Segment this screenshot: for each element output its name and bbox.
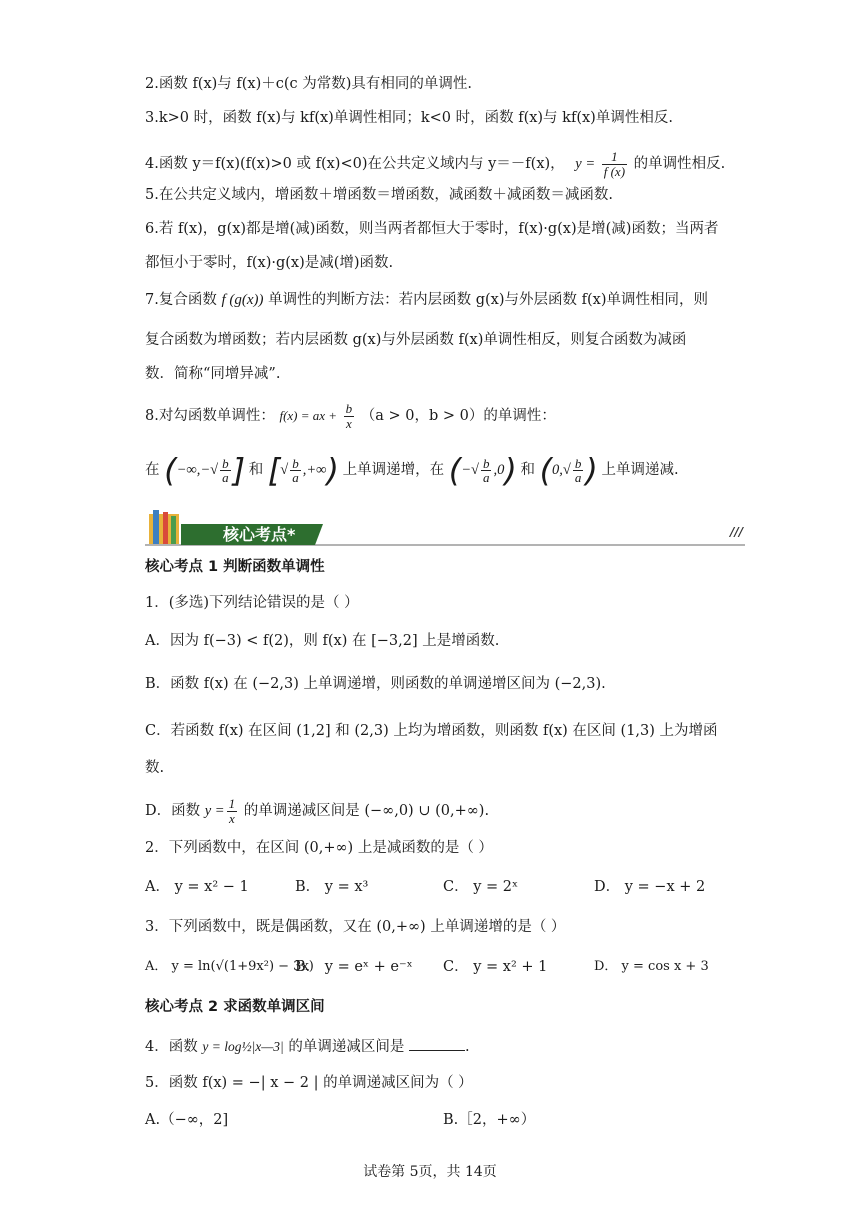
q1-option-d <box>145 793 489 829</box>
property-8-label: 8.对勾函数单调性： <box>145 408 275 424</box>
q1-option-a: A．因为 f(−3) < f(2)，则 f(x) 在 [−3,2] 上是增函数. <box>145 633 500 649</box>
property-7b: 复合函数为增函数；若内层函数 g(x)与外层函数 f(x)单调性相反，则复合函数为减函 <box>145 332 687 348</box>
property-7-text: 单调性的判断方法：若内层函数 g(x)与外层函数 f(x)单调性相同，则 <box>268 292 708 308</box>
tick-function-formula: f(x) = ax + <box>279 408 338 423</box>
interval-dec-1: (−√ $\frac{b}{a}$ ,0) <box>448 451 517 490</box>
property-4-tail: 的单调性相反. <box>633 156 726 172</box>
property-6a: 6.若 f(x)，g(x)都是增(减)函数，则当两者都恒大于零时，f(x)·g(x)是增(减)函数；当两者 <box>145 221 719 237</box>
interval-inc-1: (−∞,−√ $\frac{b}{a}$ ] <box>164 451 246 490</box>
property-7-label: 7.复合函数 <box>145 292 217 308</box>
q1-d-formula: y = <box>204 803 225 819</box>
q5-option-b: B.［2，+∞） <box>443 1112 536 1128</box>
interval-and-1: 和 <box>248 462 264 478</box>
q3-option-a: A． y = ln(√(1+9x²) − 3x) <box>145 959 314 974</box>
q4-prefix: 4．函数 <box>145 1039 198 1055</box>
q2-option-c: C． y = 2ˣ <box>443 879 519 895</box>
interval-and-2: 和 <box>520 462 535 478</box>
property-5: 5.在公共定义域内，增函数＋增函数＝增函数，减函数＋减函数＝减函数. <box>145 187 613 203</box>
q3-stem: 3．下列函数中，既是偶函数，又在 (0,+∞) 上单调递增的是（ ） <box>145 919 566 935</box>
q2-option-a: A． y = x² − 1 <box>145 879 249 895</box>
q1-d-suffix: 的单调递减区间是 (−∞,0) ∪ (0,+∞). <box>243 803 490 819</box>
q2-option-d: D． y = −x + 2 <box>594 879 706 895</box>
q5-stem: 5．函数 f(x) = −| x − 2 | 的单调递减区间为（ ） <box>145 1075 473 1091</box>
page-footer: 试卷第 5页，共 14页 <box>363 1164 497 1180</box>
q2-option-b: B． y = x³ <box>295 879 369 895</box>
property-2: 2.函数 f(x)与 f(x)＋c(c 为常数)具有相同的单调性. <box>145 76 473 92</box>
q1-d-fraction: $\frac{1}{x}$ <box>228 795 236 826</box>
interval-suffix: 上单调递减. <box>601 462 679 478</box>
q2-stem: 2．下列函数中，在区间 (0,+∞) 上是减函数的是（ ） <box>145 840 493 856</box>
property-7a <box>145 290 708 310</box>
q1-d-prefix: D．函数 <box>145 803 201 819</box>
q3-option-b: B． y = eˣ + e⁻ˣ <box>295 959 413 975</box>
interval-mid: 上单调递增，在 <box>342 462 445 478</box>
q4-end: . <box>464 1039 470 1055</box>
banner-title: 核心考点* <box>223 525 296 544</box>
property-3: 3.k>0 时，函数 f(x)与 kf(x)单调性相同；k<0 时，函数 f(x)与 kf(x)单调性相反. <box>145 110 673 126</box>
property-4 <box>145 144 725 184</box>
interval-prefix: 在 <box>145 462 160 478</box>
answer-blank[interactable] <box>409 1036 465 1051</box>
q1-option-c-line1: C．若函数 f(x) 在区间 (1,2] 和 (2,3) 上均为增函数，则函数 f(x) 在区间 (1,3) 上为增函 <box>145 723 718 739</box>
q1-stem: 1．(多选)下列结论错误的是（ ） <box>145 595 359 611</box>
ruler-icon <box>149 510 179 544</box>
tick-function-fraction: $\frac{b}{x}$ <box>345 400 353 431</box>
tick-function-condition: （a > 0，b > 0）的单调性： <box>360 408 556 424</box>
q4-suffix: 的单调递减区间是 <box>288 1039 405 1055</box>
q3-option-d: D． y = cos x + 3 <box>594 959 709 974</box>
composite-formula: f (g(x)) <box>221 292 264 308</box>
q3-option-c: C． y = x² + 1 <box>443 959 548 975</box>
q1-option-b: B．函数 f(x) 在 (−2,3) 上单调递增，则函数的单调递增区间为 (−2,3). <box>145 676 606 692</box>
interval-dec-2: (0,√ $\frac{b}{a}$ ) <box>539 451 598 490</box>
property-7c: 数．简称“同增异减”. <box>145 366 281 382</box>
q1-option-c-line2: 数. <box>145 760 165 776</box>
interval-inc-2: [√ $\frac{b}{a}$ ,+∞) <box>267 451 339 490</box>
section-banner <box>145 508 745 548</box>
q5-option-a: A.（−∞，2] <box>145 1112 229 1128</box>
q4-stem <box>145 1032 470 1062</box>
property-6b: 都恒小于零时，f(x)·g(x)是减(增)函数. <box>145 255 394 271</box>
property-8 <box>145 396 556 436</box>
section-1-title: 核心考点 1 判断函数单调性 <box>145 559 325 575</box>
section-2-title: 核心考点 2 求函数单调区间 <box>145 999 325 1015</box>
reciprocal-formula: y = <box>575 156 596 172</box>
q4-formula: y = log½|x—3| <box>202 1039 284 1054</box>
property-9 <box>145 446 679 494</box>
banner-slashes: /// <box>729 525 743 539</box>
property-4-text: 4.函数 y＝f(x)(f(x)>0 或 f(x)<0)在公共定义域内与 y＝－f(x)， <box>145 156 565 172</box>
reciprocal-fraction: $\frac{1}{f (x)}$ <box>603 148 626 179</box>
